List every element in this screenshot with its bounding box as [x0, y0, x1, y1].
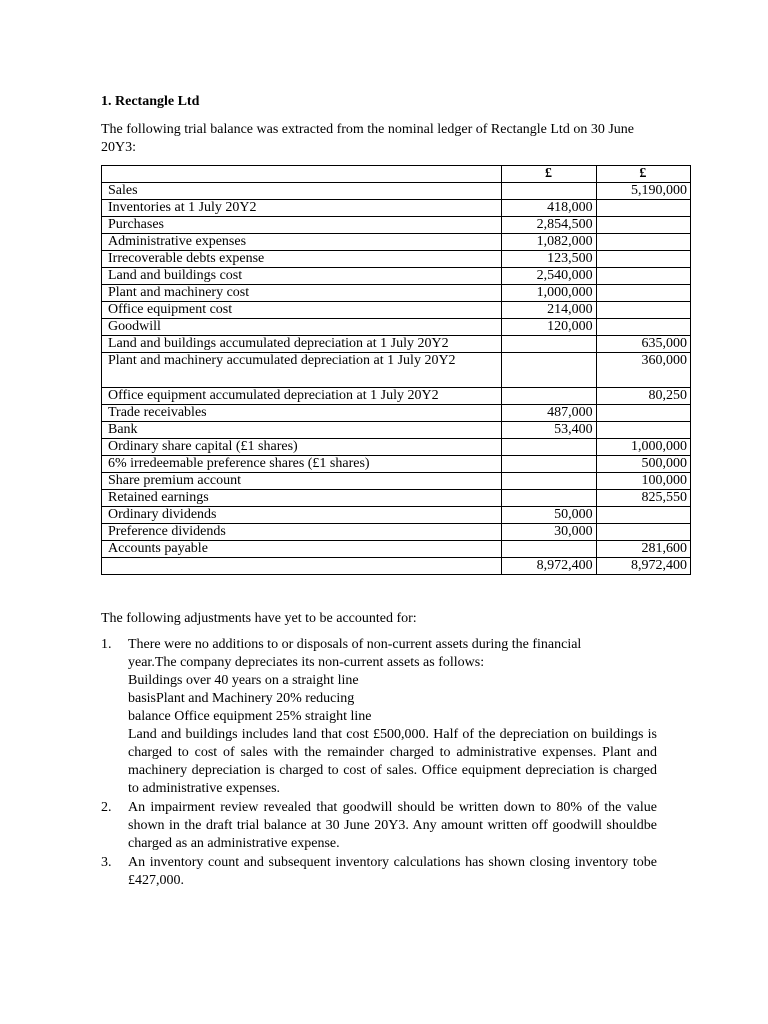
table-row [102, 405, 691, 422]
row-credit [596, 285, 690, 302]
row-label: Preference dividends [102, 524, 502, 541]
row-label: Share premium account [102, 473, 502, 490]
row-label: Administrative expenses [102, 234, 502, 251]
row-label: Irrecoverable debts expense [102, 251, 502, 268]
row-debit [502, 456, 596, 473]
row-credit: 80,250 [596, 388, 690, 405]
row-debit: 214,000 [502, 302, 596, 319]
adjustment-number: 3. [101, 855, 112, 870]
row-credit [596, 251, 690, 268]
header-blank-cell [102, 166, 502, 183]
row-label: Goodwill [102, 319, 502, 336]
row-label: Ordinary share capital (£1 shares) [102, 439, 502, 456]
row-credit: 635,000 [596, 336, 690, 353]
row-label: Land and buildings accumulated depreciation at 1 July 20Y2 [102, 336, 502, 353]
adjustment-text-line: basisPlant and Machinery 20% reducing [128, 691, 355, 706]
table-row [102, 336, 691, 353]
totals-row [102, 558, 691, 575]
row-credit: 500,000 [596, 456, 690, 473]
row-label: Purchases [102, 217, 502, 234]
table-row [102, 541, 691, 558]
row-debit [502, 490, 596, 507]
row-debit [502, 439, 596, 456]
row-debit: 123,500 [502, 251, 596, 268]
table-row [102, 456, 691, 473]
total-debit: 8,972,400 [502, 558, 596, 575]
row-credit: 281,600 [596, 541, 690, 558]
adjustment-number: 1. [101, 637, 112, 652]
row-credit [596, 217, 690, 234]
row-label: Sales [102, 183, 502, 200]
row-debit: 1,082,000 [502, 234, 596, 251]
header-credit: £ [596, 166, 690, 183]
row-credit [596, 268, 690, 285]
row-credit [596, 302, 690, 319]
row-debit: 120,000 [502, 319, 596, 336]
row-credit: 1,000,000 [596, 439, 690, 456]
adjustment-item-3 [101, 854, 657, 890]
row-label: Trade receivables [102, 405, 502, 422]
adjustment-item-2 [101, 799, 657, 853]
table-row [102, 353, 691, 388]
row-label: Ordinary dividends [102, 507, 502, 524]
row-label: 6% irredeemable preference shares (£1 shares) [102, 456, 502, 473]
adjustments-list [101, 636, 657, 891]
table-row [102, 217, 691, 234]
row-debit: 2,854,500 [502, 217, 596, 234]
total-credit: 8,972,400 [596, 558, 690, 575]
table-row [102, 183, 691, 200]
row-debit [502, 388, 596, 405]
adjustment-item-1 [101, 636, 657, 798]
row-label: Office equipment cost [102, 302, 502, 319]
table-row [102, 507, 691, 524]
adjustment-text-line: balance Office equipment 25% straight line [128, 709, 372, 724]
row-label: Land and buildings cost [102, 268, 502, 285]
row-label: Plant and machinery cost [102, 285, 502, 302]
table-row [102, 302, 691, 319]
row-label: Bank [102, 422, 502, 439]
intro-paragraph: The following trial balance was extracted from the nominal ledger of Rectangle Ltd on 30 June 20Y3: [101, 122, 634, 155]
row-debit: 1,000,000 [502, 285, 596, 302]
row-debit [502, 353, 596, 388]
row-credit [596, 507, 690, 524]
row-credit [596, 524, 690, 541]
table-row [102, 234, 691, 251]
table-row [102, 200, 691, 217]
row-debit: 2,540,000 [502, 268, 596, 285]
totals-label [102, 558, 502, 575]
table-row [102, 524, 691, 541]
row-debit [502, 183, 596, 200]
section-heading: 1. Rectangle Ltd [101, 94, 200, 109]
table-row [102, 388, 691, 405]
row-credit: 825,550 [596, 490, 690, 507]
row-credit [596, 405, 690, 422]
adjustment-text-paragraph: Land and buildings includes land that cost £500,000. Half of the depreciation on buildings is charged to cost of sales with the remainder charged to administrative expenses. Plant and machinery depreciation is charged to cost of sales. Office equipment depreciation is charged to administrative expenses. [128, 727, 657, 796]
adjustment-text-paragraph: An impairment review revealed that goodwill should be written down to 80% of the value shown in the draft trial balance at 30 June 20Y3. Any amount written off goodwill shouldbe charged as an administrative expense. [128, 800, 657, 851]
row-label: Office equipment accumulated depreciation at 1 July 20Y2 [102, 388, 502, 405]
table-row [102, 285, 691, 302]
adjustments-heading: The following adjustments have yet to be accounted for: [101, 611, 417, 626]
adjustment-text-line: Buildings over 40 years on a straight line [128, 673, 359, 688]
row-label: Inventories at 1 July 20Y2 [102, 200, 502, 217]
table-row [102, 268, 691, 285]
row-credit: 5,190,000 [596, 183, 690, 200]
row-debit: 30,000 [502, 524, 596, 541]
table-row [102, 473, 691, 490]
adjustment-text-line: There were no additions to or disposals of non-current assets during the financial [128, 637, 582, 652]
row-debit: 53,400 [502, 422, 596, 439]
row-label: Accounts payable [102, 541, 502, 558]
row-label: Retained earnings [102, 490, 502, 507]
table-row [102, 439, 691, 456]
row-debit [502, 541, 596, 558]
table-row [102, 422, 691, 439]
adjustment-text-line: year.The company depreciates its non-current assets as follows: [128, 655, 485, 670]
row-label: Plant and machinery accumulated depreciation at 1 July 20Y2 [102, 353, 502, 388]
row-credit [596, 234, 690, 251]
row-credit [596, 319, 690, 336]
header-debit: £ [502, 166, 596, 183]
adjustment-number: 2. [101, 800, 112, 815]
table-row [102, 490, 691, 507]
adjustment-text-paragraph: An inventory count and subsequent inventory calculations has shown closing inventory tobe £427,000. [128, 855, 657, 888]
row-debit [502, 336, 596, 353]
row-debit: 487,000 [502, 405, 596, 422]
row-credit [596, 200, 690, 217]
row-credit: 360,000 [596, 353, 690, 388]
row-credit: 100,000 [596, 473, 690, 490]
table-header-row [102, 166, 691, 183]
row-credit [596, 422, 690, 439]
row-debit [502, 473, 596, 490]
table-row [102, 251, 691, 268]
trial-balance-table [101, 165, 691, 575]
row-debit: 50,000 [502, 507, 596, 524]
table-row [102, 319, 691, 336]
row-debit: 418,000 [502, 200, 596, 217]
